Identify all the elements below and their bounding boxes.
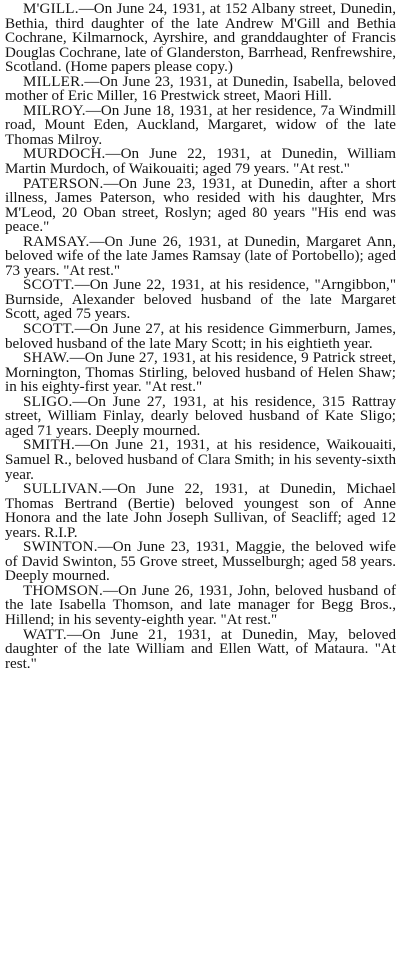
death-notice — [5, 438, 396, 482]
death-notice — [5, 235, 396, 279]
death-notice — [5, 2, 396, 75]
death-notice — [5, 147, 396, 176]
notice-text: —On June 22, 1931, at Dunedin, William Martin Murdoch, of Waikouaiti; aged 79 years. "At rest." — [5, 146, 396, 178]
notice-surname: SMITH. — [23, 437, 75, 454]
notice-text: —On June 27, 1931, at his residence, 315 Rattray street, William Finlay, dearly beloved husband of Kate Sligo; aged 71 years. Deeply mourned. — [5, 393, 396, 439]
death-notice — [5, 75, 396, 104]
notice-surname: THOMSON. — [23, 582, 104, 599]
notice-text: —On June 27, 1931, at his residence, 9 Patrick street, Mornington, Thomas Stirling, beloved husband of Helen Shaw; in his eighty-first year. "At rest." — [5, 350, 396, 396]
death-notice — [5, 177, 396, 235]
notice-text: —On June 23, 1931, Maggie, the beloved wife of David Swinton, 55 Grove street, Musselburgh; aged 58 years. Deeply mourned. — [5, 539, 396, 585]
notice-text: —On June 18, 1931, at her residence, 7a Windmill road, Mount Eden, Auckland, Margaret, widow of the late Thomas Milroy. — [5, 102, 396, 148]
death-notice — [5, 322, 396, 351]
notice-text: —On June 22, 1931, at his residence, "Arngibbon," Burnside, Alexander beloved husband of the late Margaret Scott, aged 75 years. — [5, 277, 396, 323]
notice-surname: WATT. — [23, 626, 67, 643]
notice-text: —On June 21, 1931, at his residence, Waikouaiti, Samuel R., beloved husband of Clara Smith; in his seventy-sixth year. — [5, 437, 396, 483]
notice-surname: SHAW. — [23, 350, 70, 367]
notice-text: —On June 26, 1931, at Dunedin, Margaret Ann, beloved wife of the late James Ramsay (late of Portobello); aged 73 years. "At rest." — [5, 233, 396, 279]
notice-text: —On June 21, 1931, at Dunedin, May, beloved daughter of the late William and Ellen Watt, of Mataura. "At rest." — [5, 626, 396, 672]
death-notice — [5, 540, 396, 584]
death-notice — [5, 278, 396, 322]
death-notice — [5, 351, 396, 395]
notice-text: —On June 24, 1931, at 152 Albany street, Dunedin, Bethia, third daughter of the late Andrew M'Gill and Bethia Cochrane, Kilmarnock, Ayrshire, and granddaughter of Francis Douglas Cochrane, late of Glanderston, Barrhead, Renfrewshire, Scotland. (Home papers please copy.) — [5, 1, 396, 76]
notice-text: —On June 22, 1931, at Dunedin, Michael Thomas Bertrand (Bertie) beloved youngest son of Anne Honora and the late John Joseph Sullivan, of Seacliff; aged 12 years. R.I.P. — [5, 481, 396, 541]
death-notice — [5, 482, 396, 540]
notice-surname: MILLER. — [23, 73, 85, 90]
notice-surname: SWINTON. — [23, 539, 98, 556]
notice-surname: PATERSON. — [23, 175, 104, 192]
notice-text: —On June 27, at his residence Gimmerburn, James, beloved husband of the late Mary Scott; in his eightieth year. — [5, 321, 396, 352]
notice-surname: MURDOCH. — [23, 146, 106, 163]
notice-surname: SCOTT. — [23, 321, 75, 338]
notice-surname: MILROY. — [23, 102, 86, 119]
notice-text: —On June 23, 1931, at Dunedin, Isabella, beloved mother of Eric Miller, 16 Prestwick street, Maori Hill. — [5, 73, 396, 105]
notice-surname: RAMSAY. — [23, 233, 90, 250]
death-notice — [5, 584, 396, 628]
death-notice — [5, 104, 396, 148]
death-notice — [5, 628, 396, 672]
notice-surname: SULLIVAN. — [23, 481, 103, 498]
notice-surname: M'GILL. — [23, 1, 79, 17]
notice-text: —On June 26, 1931, John, beloved husband of the late Isabella Thomson, and late manager for Begg Bros., Hillend; in his seventy-eighth year. "At rest." — [5, 582, 396, 628]
notice-surname: SLIGO. — [23, 393, 73, 410]
notice-surname: SCOTT. — [23, 277, 75, 294]
notice-text: —On June 23, 1931, at Dunedin, after a short illness, James Paterson, who resided with his daughter, Mrs M'Leod, 20 Oban street, Roslyn; aged 80 years "His end was peace." — [5, 175, 396, 236]
death-notice — [5, 395, 396, 439]
